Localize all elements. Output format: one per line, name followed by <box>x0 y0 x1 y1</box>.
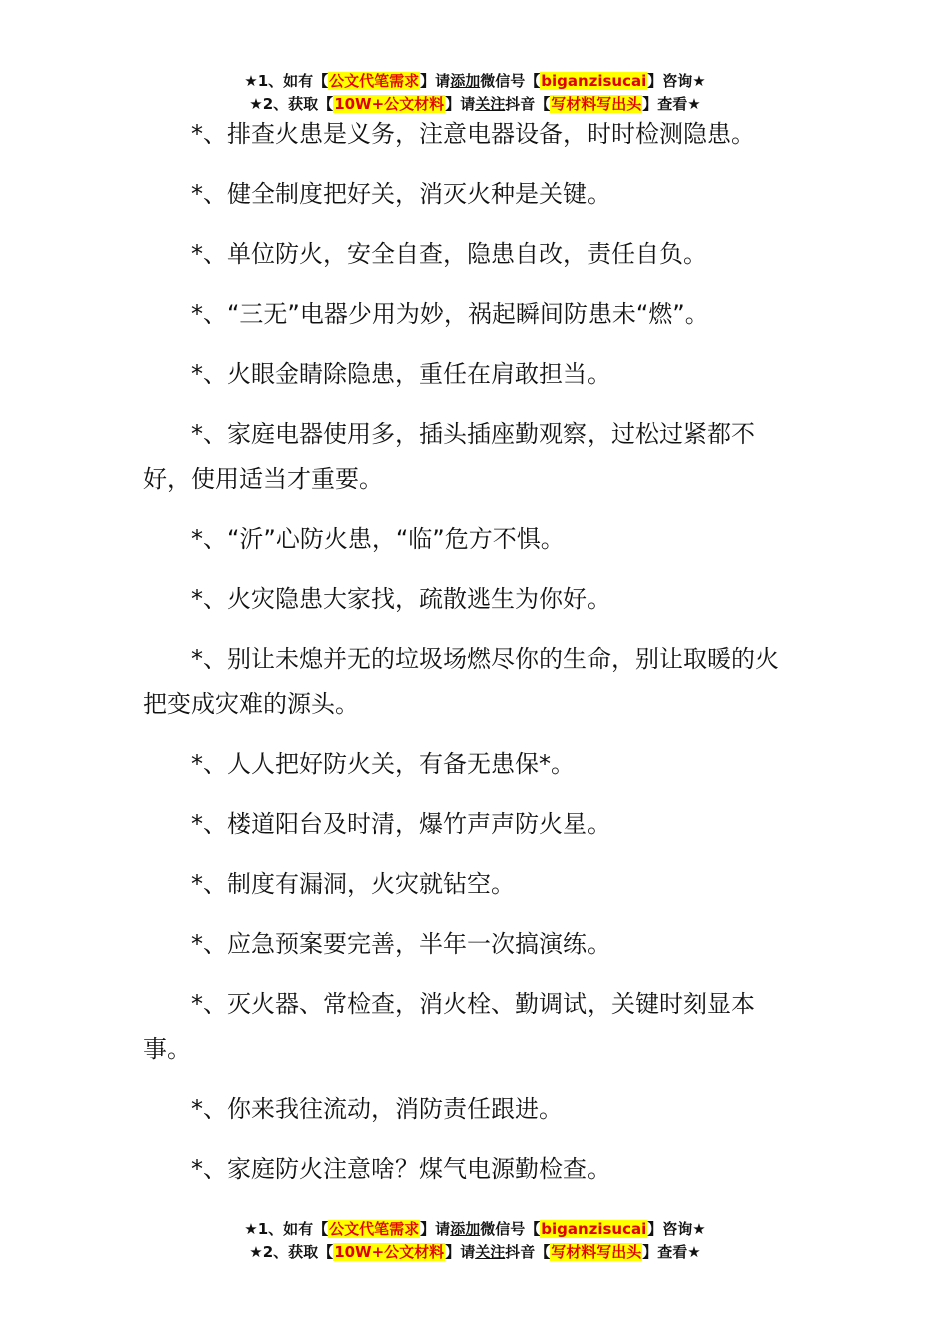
banner-text: ★2、获取【 <box>249 1243 334 1261</box>
banner-line-1 <box>0 70 950 93</box>
banner-underlined-text: 关注 <box>475 95 506 113</box>
banner-text: ★1、如有【 <box>244 72 329 90</box>
banner-highlight: 10W+公文材料 <box>334 1243 445 1261</box>
banner-highlight: 公文代笔需求 <box>329 72 420 90</box>
banner-text: 】请 <box>445 95 476 113</box>
banner-underlined-text: 添加 <box>450 1220 481 1238</box>
banner-text: 】查看★ <box>642 95 701 113</box>
banner-text: 】咨询★ <box>647 1220 706 1238</box>
slogan-paragraph: *、家庭防火注意啥？煤气电源勤检查。 <box>191 1155 611 1183</box>
banner-text: 微信号【 <box>480 72 541 90</box>
banner-text: ★1、如有【 <box>244 1220 329 1238</box>
banner-text: 】咨询★ <box>647 72 706 90</box>
banner-text: 抖音【 <box>505 1243 551 1261</box>
slogan-paragraph: *、健全制度把好关，消灭火种是关键。 <box>191 180 611 208</box>
slogan-paragraph: *、“沂”心防火患，“临”危方不惧。 <box>191 525 565 553</box>
slogan-paragraph: *、火眼金睛除隐患，重任在肩敢担当。 <box>191 360 611 388</box>
slogan-paragraph: *、排查火患是义务，注意电器设备，时时检测隐患。 <box>191 120 755 148</box>
banner-underlined-text: 关注 <box>475 1243 506 1261</box>
banner-text: ★2、获取【 <box>249 95 334 113</box>
slogan-paragraph: *、应急预案要完善，半年一次搞演练。 <box>191 930 611 958</box>
banner-highlight: 写材料写出头 <box>551 95 642 113</box>
banner-text: 】请 <box>420 72 451 90</box>
banner-text: 抖音【 <box>505 95 551 113</box>
slogan-paragraph: *、火灾隐患大家找，疏散逃生为你好。 <box>191 585 611 613</box>
banner-line-2 <box>0 1241 950 1264</box>
document-body <box>143 112 798 1207</box>
slogan-paragraph: *、人人把好防火关，有备无患保*。 <box>191 750 575 778</box>
slogan-paragraph: *、你来我往流动，消防责任跟进。 <box>191 1095 563 1123</box>
slogan-paragraph: *、家庭电器使用多，插头插座勤观察，过松过紧都不好，使用适当才重要。 <box>143 420 755 493</box>
slogan-paragraph: *、别让未熄并无的垃圾场燃尽你的生命，别让取暖的火把变成灾难的源头。 <box>143 645 779 718</box>
banner-highlight: biganzisucai <box>541 1220 647 1238</box>
banner-highlight: 10W+公文材料 <box>334 95 445 113</box>
banner-underlined-text: 添加 <box>450 72 481 90</box>
slogan-paragraph: *、制度有漏洞，火灾就钻空。 <box>191 870 515 898</box>
banner-text: 微信号【 <box>480 1220 541 1238</box>
slogan-paragraph: *、灭火器、常检查，消火栓、勤调试，关键时刻显本事。 <box>143 990 755 1063</box>
banner-text: 】查看★ <box>642 1243 701 1261</box>
banner-line-1 <box>0 1218 950 1241</box>
banner-highlight: biganzisucai <box>541 72 647 90</box>
banner-text: 】请 <box>420 1220 451 1238</box>
slogan-paragraph: *、“三无”电器少用为妙，祸起瞬间防患未“燃”。 <box>191 300 709 328</box>
slogan-paragraph: *、楼道阳台及时清，爆竹声声防火星。 <box>191 810 611 838</box>
footer-banner <box>0 1218 950 1264</box>
header-banner <box>0 70 950 116</box>
slogan-paragraph: *、单位防火，安全自查，隐患自改，责任自负。 <box>191 240 707 268</box>
banner-text: 】请 <box>445 1243 476 1261</box>
banner-highlight: 写材料写出头 <box>551 1243 642 1261</box>
banner-highlight: 公文代笔需求 <box>329 1220 420 1238</box>
